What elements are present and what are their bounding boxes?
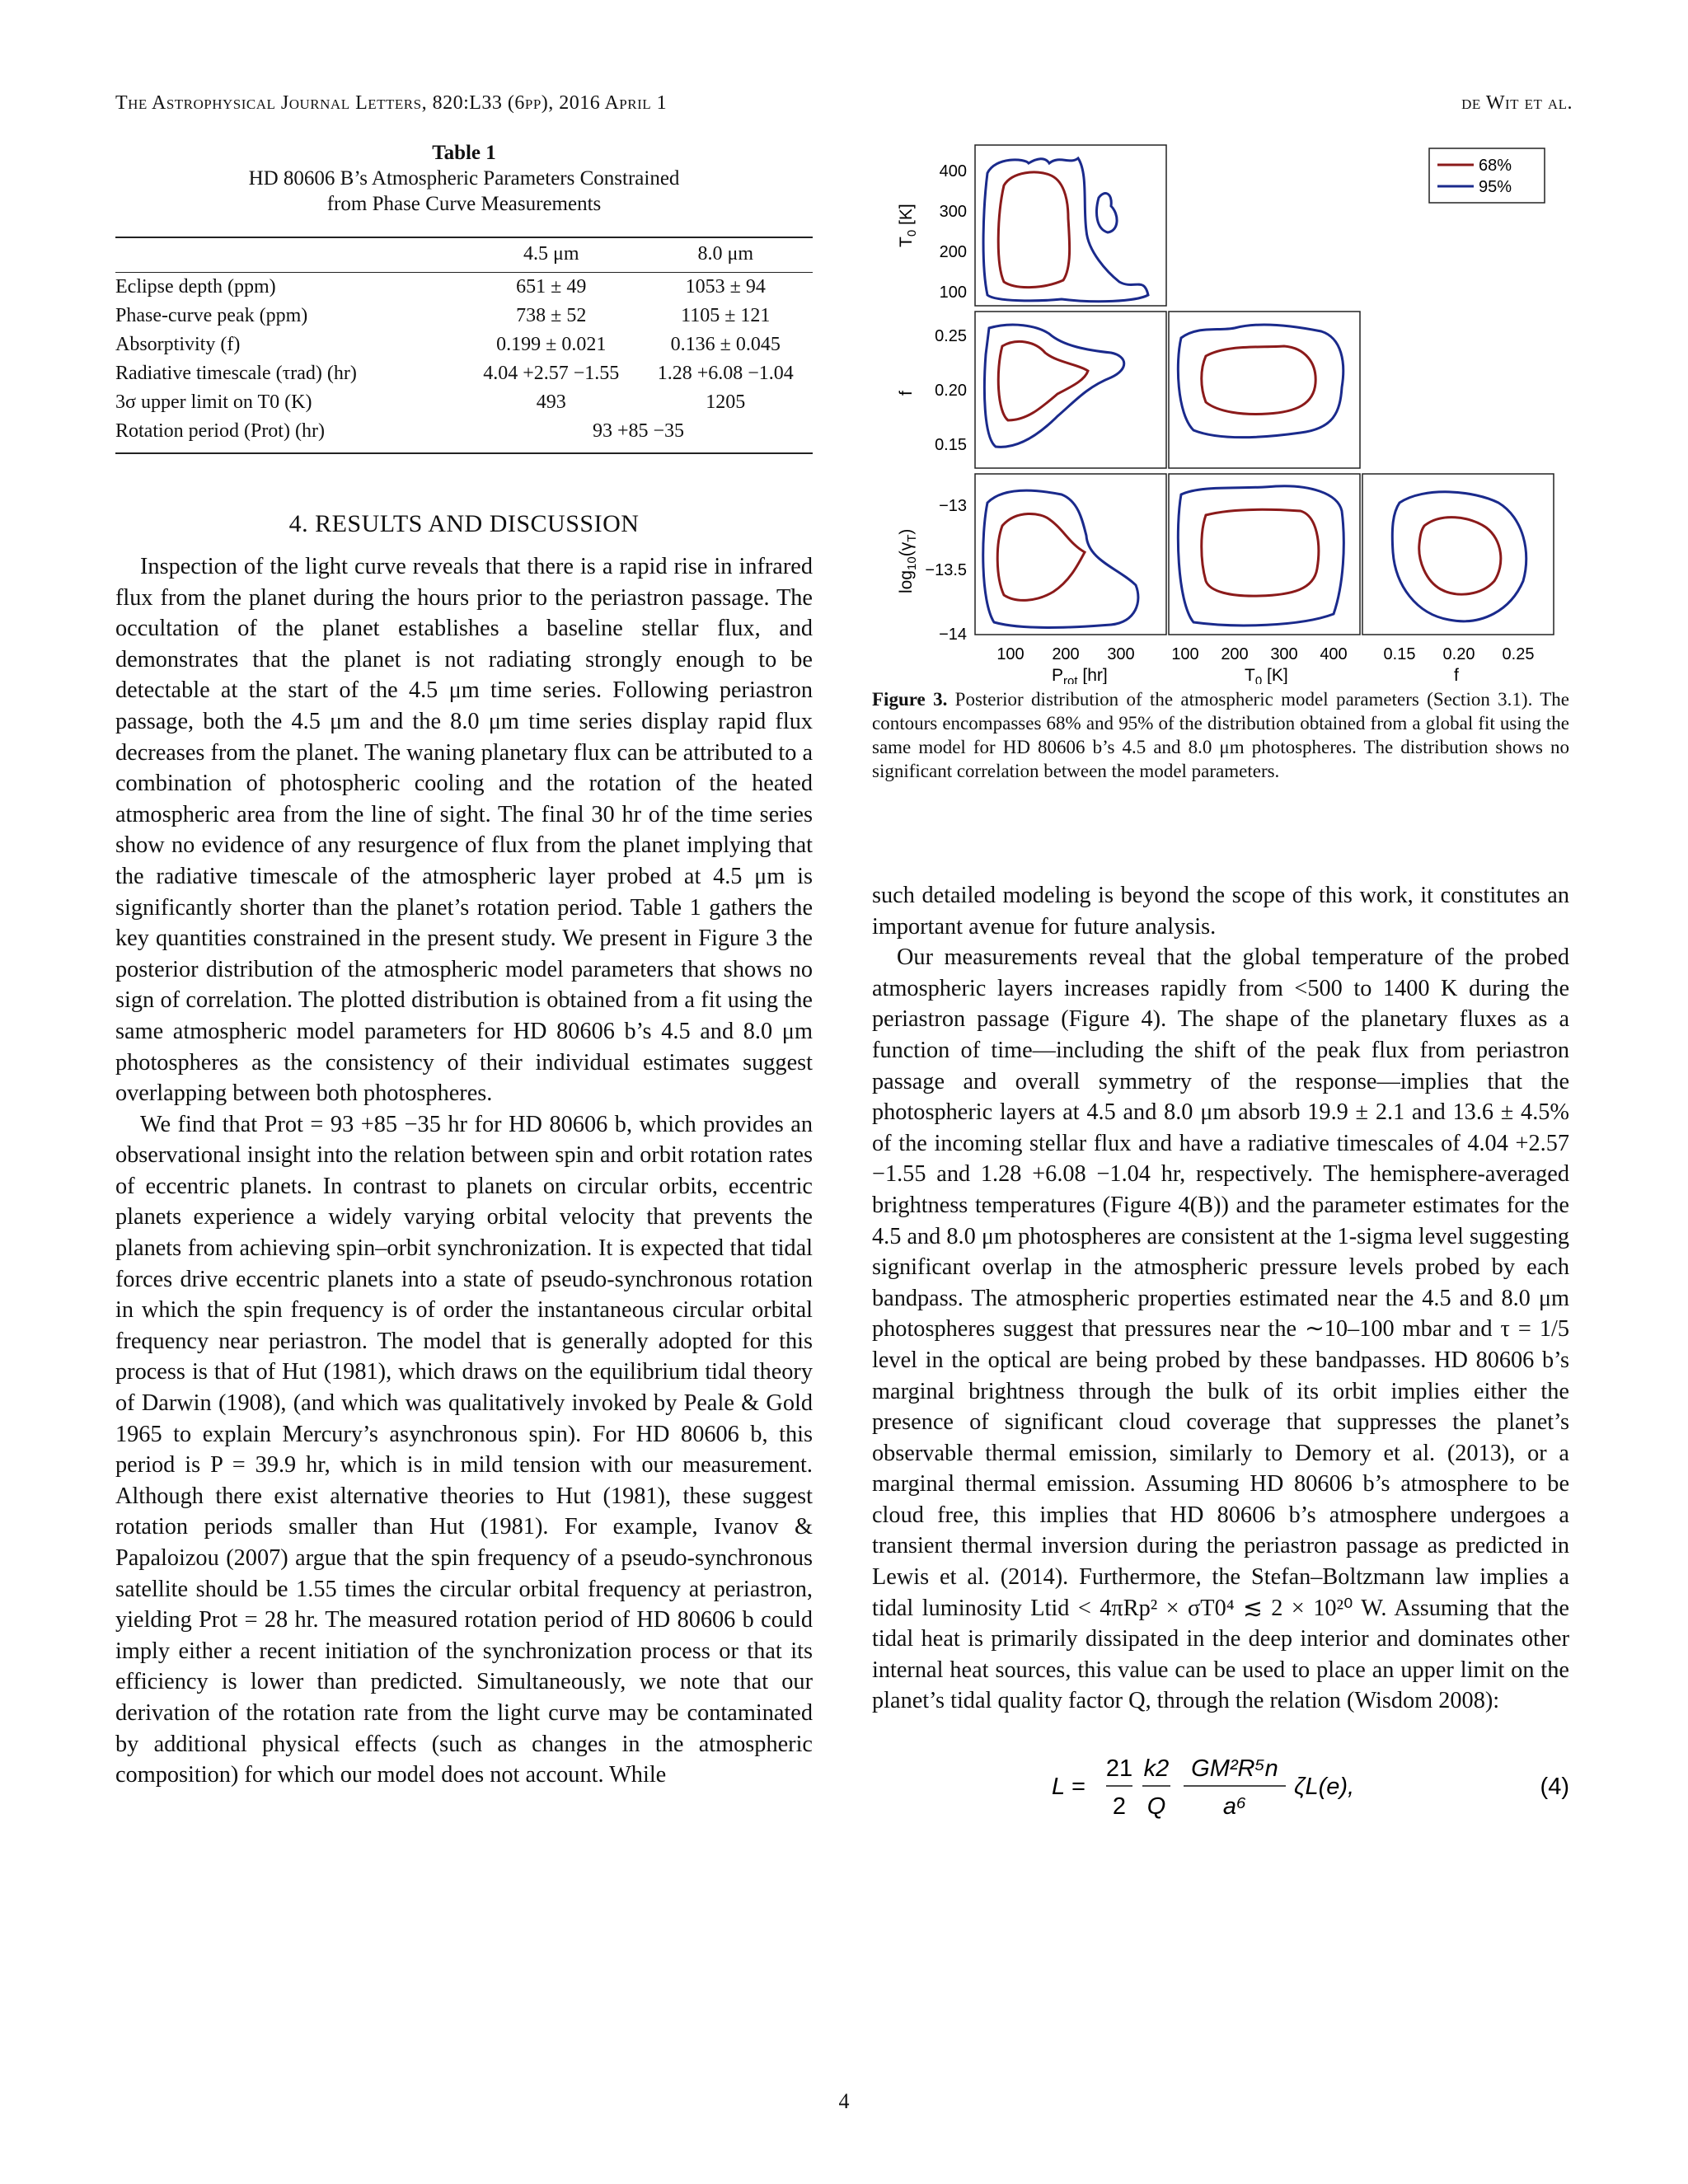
- tick-label: 0.15: [1383, 645, 1416, 663]
- tick-label: 0.15: [935, 436, 967, 454]
- row-value-45: 651 ± 49: [516, 276, 587, 298]
- paragraph: We find that Prot = 93 +85 −35 hr for HD 80606 b, which provides an observational insight into the relation between spin and orbit rotation rates of eccentric planets. In contrast to planets on circular orbits, eccentric planets experience a widely varying orbital velocity that prevents the planets from achieving spin–orbit synchronization. It is expected that tidal forces drive eccentric planets into a state of pseudo-synchronous rotation in which the spin frequency is of order the instantaneous circular orbital frequency near periastron. The model that is generally adopted for this process is that of Hut (1981), which draws on the equilibrium tidal theory of Darwin (1908), (and which was qualitatively invoked by Peale & Gold 1965 to explain Mercury’s asynchronous spin). For HD 80606 b, this period is P = 39.9 hr, which is in mild tension with our measurement. Although there exist alternative theories to Hut (1981), these suggest rotation periods smaller than Hut (1981). For example, Ivanov & Papaloizou (2007) argue that the spin frequency of a pseudo-synchronous satellite should be 1.55 times the circular orbital frequency at periastron, yielding Prot = 28 hr. The measured rotation period of HD 80606 b could imply either a recent initiation of the synchronization process or that its efficiency is lower than predicted. Simultaneously, we note that our derivation of the rotation rate from the light curve may be contaminated by additional physical effects (such as changes in the atmospheric composition) for which our model does not account. While: [115, 1111, 813, 1788]
- tick-label: −13.5: [925, 561, 967, 579]
- tick-label: 100: [1171, 645, 1199, 663]
- row-value-45: 0.199 ± 0.021: [496, 334, 607, 355]
- ylabel-t0: $T_0$ [K]: [897, 204, 919, 247]
- xlabel-prot: $P_{rot}$ [hr]: [1052, 666, 1108, 684]
- row-name: Absorptivity (f): [115, 334, 241, 355]
- table-header-param: [115, 237, 464, 273]
- tick-label: 200: [1052, 645, 1080, 663]
- panel-f-gamma: [1362, 474, 1554, 635]
- tick-label: 100: [996, 645, 1025, 663]
- table-row: [115, 417, 813, 453]
- row-value-80: 1.28 +6.08 −1.04: [657, 363, 794, 384]
- eq-frac2-num: k2: [1143, 1755, 1170, 1783]
- figure-caption-text: Posterior distribution of the atmospheric model parameters (Section 3.1). The contours encompasses 68% and 95% of the distribution obtained from a global fit using the same model for HD 80606 b’s 4.5 and 8.0 μm photospheres. The distribution shows no significant correlation between the model parameters.: [872, 689, 1570, 781]
- table-title-line2: from Phase Curve Measurements: [326, 193, 602, 215]
- eq-frac3-den: a⁶: [1222, 1793, 1247, 1821]
- row-name: 3σ upper limit on T0 (K): [115, 391, 312, 413]
- corner-plot: [872, 140, 1569, 684]
- table-row: [115, 273, 813, 302]
- figure-caption: [872, 687, 1569, 783]
- row-name: Eclipse depth (ppm): [115, 276, 276, 298]
- t0-xticks: [1171, 645, 1347, 663]
- left-column: [115, 140, 813, 1791]
- page-number: 4: [838, 2089, 850, 2113]
- row-value-rotation: 93 +85 −35: [464, 417, 813, 453]
- f-yticks: [935, 327, 967, 454]
- contour-68: [1419, 518, 1501, 595]
- contour-68: [997, 513, 1085, 600]
- table-header-row: [115, 237, 813, 273]
- t0-yticks: [940, 162, 967, 302]
- table-caption: [115, 140, 813, 217]
- tick-label: −14: [939, 626, 967, 644]
- tick-label: 0.20: [1442, 645, 1475, 663]
- table-row: [115, 302, 813, 330]
- tick-label: 300: [1270, 645, 1298, 663]
- eq-lhs: L =: [1052, 1774, 1085, 1801]
- table-row: [115, 359, 813, 388]
- row-value-45: 4.04 +2.57 −1.55: [483, 363, 620, 384]
- right-column: [872, 140, 1569, 1835]
- tick-label: 100: [939, 284, 967, 302]
- contour-95: [984, 325, 1123, 447]
- row-name: Radiative timescale (τrad) (hr): [115, 363, 357, 384]
- f-xticks: [1384, 645, 1535, 663]
- tick-label: 400: [1320, 645, 1348, 663]
- xlabel-t0: $T_0$ [K]: [1245, 666, 1288, 684]
- table-label: Table 1: [432, 142, 496, 164]
- eq-frac1-num: 21: [1105, 1755, 1133, 1783]
- eq-frac2-den: Q: [1146, 1793, 1166, 1821]
- table-header-45: 4.5 μm: [464, 237, 639, 273]
- panel-prot-gamma: [975, 474, 1166, 635]
- contour-68: [998, 172, 1069, 288]
- running-header-journal: The Astrophysical Journal Letters, 820:L33 (6pp), 2016 April 1: [115, 92, 668, 114]
- tick-label: 300: [939, 203, 967, 221]
- prot-xticks: [996, 645, 1134, 663]
- paragraph: Inspection of the light curve reveals that there is a rapid rise in infrared flux from the planet during the hours prior to the periastron passage. The occultation of the planet establishes a baseline stellar flux, and demonstrates that the planet is not radiating strongly enough to be detectable at the start of the 4.5 μm time series. Following periastron passage, both the 4.5 μm and the 8.0 μm time series display rapid flux decreases from the planet. The waning planetary flux can be attributed to a combination of photospheric cooling and the rotation of the heated atmospheric area from the line of sight. The final 30 hr of the time series show no evidence of any resurgence of flux from the planet implying that the radiative timescale of the atmospheric layer probed at 4.5 μm is significantly shorter than the planet’s rotation period. Table 1 gathers the key quantities constrained in the present study. We present in Figure 3 the posterior distribution of the atmospheric model parameters that shows no sign of correlation. The plotted distribution is obtained from a fit using the same atmospheric model parameters for HD 80606 b’s 4.5 and 8.0 μm photospheres as the consistency of their individual estimates suggest overlapping between both photospheres.: [115, 554, 813, 1107]
- xlabel-f: f: [1454, 666, 1459, 684]
- row-value-45: 738 ± 52: [516, 305, 587, 326]
- tick-label: 300: [1107, 645, 1135, 663]
- tick-label: 400: [939, 162, 967, 180]
- legend-label-95: 95%: [1479, 178, 1512, 196]
- gamma-yticks: [925, 497, 967, 644]
- ylabel-f: f: [897, 391, 916, 396]
- contour-95: [1178, 325, 1343, 438]
- table-row: [115, 388, 813, 417]
- figure-label: Figure 3.: [872, 689, 948, 710]
- row-value-80: 1105 ± 121: [681, 305, 771, 326]
- row-name: Rotation period (Prot) (hr): [115, 417, 464, 453]
- legend-label-68: 68%: [1479, 157, 1512, 175]
- tick-label: 200: [939, 243, 967, 261]
- equation-4: [872, 1745, 1569, 1835]
- paragraph: Our measurements reveal that the global temperature of the probed atmospheric layers increases rapidly from <500 to 1400 K during the periastron passage (Figure 4). The shape of the planetary fluxes as a function of time—including the shift of the peak flux from periastron passage and overall symmetry of the response—implies that the photospheric layers at 4.5 and 8.0 μm absorb 19.9 ± 2.1 and 13.6 ± 4.5% of the incoming stellar flux and have a radiative timescales of 4.04 +2.57 −1.55 and 1.28 +6.08 −1.04 hr, respectively. The hemisphere-averaged brightness temperatures (Figure 4(B)) and the parameter estimates for the 4.5 and 8.0 μm photospheres are consistent at the 1-sigma level suggesting significant overlap in the atmospheric pressure levels probed by each bandpass. The atmospheric properties estimated near the 4.5 and 8.0 μm photospheres suggest that pressures near the ∼10–100 mbar and τ = 1/5 level in the optical are being probed by these bandpasses. HD 80606 b’s marginal brightness through the bulk of its orbit implies either the presence of significant cloud coverage that suppresses the planet’s observable thermal emission, similarly to Demory et al. (2013), or a marginal thermal emission. Assuming HD 80606 b’s atmosphere to be cloud free, this implies that HD 80606 b’s atmosphere undergoes a transient thermal inversion during the periastron passage as predicted in Lewis et al. (2014). Furthermore, the Stefan–Boltzmann law implies a tidal luminosity Ltid < 4πRp² × σT0⁴ ≲ 2 × 10²⁰ W. Assuming that the tidal heat is primarily dissipated in the deep interior and dominates other internal heat sources, this value can be used to place an upper limit on the planet’s tidal quality factor Q, through the relation (Wisdom 2008):: [872, 944, 1569, 1714]
- running-header-authors: de Wit et al.: [1461, 92, 1573, 114]
- parameters-table: [115, 237, 813, 454]
- eq-frac1-den: 2: [1112, 1793, 1127, 1821]
- tick-label: 0.25: [1502, 645, 1535, 663]
- paragraph: such detailed modeling is beyond the scope of this work, it constitutes an important avenue for future analysis.: [872, 883, 1569, 940]
- equation-render: [872, 1745, 1569, 1835]
- contour-95: [983, 490, 1138, 627]
- table-title-line1: HD 80606 B’s Atmospheric Parameters Constrained: [248, 167, 680, 190]
- eq-number: (4): [1540, 1774, 1569, 1801]
- panel-t0-f: [1169, 312, 1360, 468]
- contour-68: [1202, 346, 1315, 414]
- row-value-45: 493: [536, 391, 566, 413]
- eq-tail: ζL(e),: [1294, 1774, 1355, 1801]
- tick-label: 0.25: [935, 327, 967, 345]
- row-value-80: 1053 ± 94: [685, 276, 766, 298]
- contour-68: [1202, 509, 1319, 596]
- section-heading: 4. RESULTS AND DISCUSSION: [288, 510, 640, 537]
- contour-95-island: [1097, 194, 1118, 232]
- contour-68: [998, 341, 1088, 420]
- row-value-80: 0.136 ± 0.045: [670, 334, 781, 355]
- row-name: Phase-curve peak (ppm): [115, 305, 308, 326]
- figure-3: [872, 140, 1569, 684]
- table-row: [115, 330, 813, 359]
- ylabel-gamma: $\log_{10}(\gamma_T)$: [897, 528, 919, 593]
- tick-label: 200: [1221, 645, 1249, 663]
- tick-label: −13: [939, 497, 967, 515]
- panel-prot-f: [975, 312, 1166, 468]
- table-header-80: 8.0 μm: [639, 237, 814, 273]
- contour-95: [1392, 492, 1526, 621]
- eq-frac3-num: GM²R⁵n: [1191, 1755, 1278, 1783]
- row-value-80: 1205: [706, 391, 746, 413]
- tick-label: 0.20: [935, 382, 967, 400]
